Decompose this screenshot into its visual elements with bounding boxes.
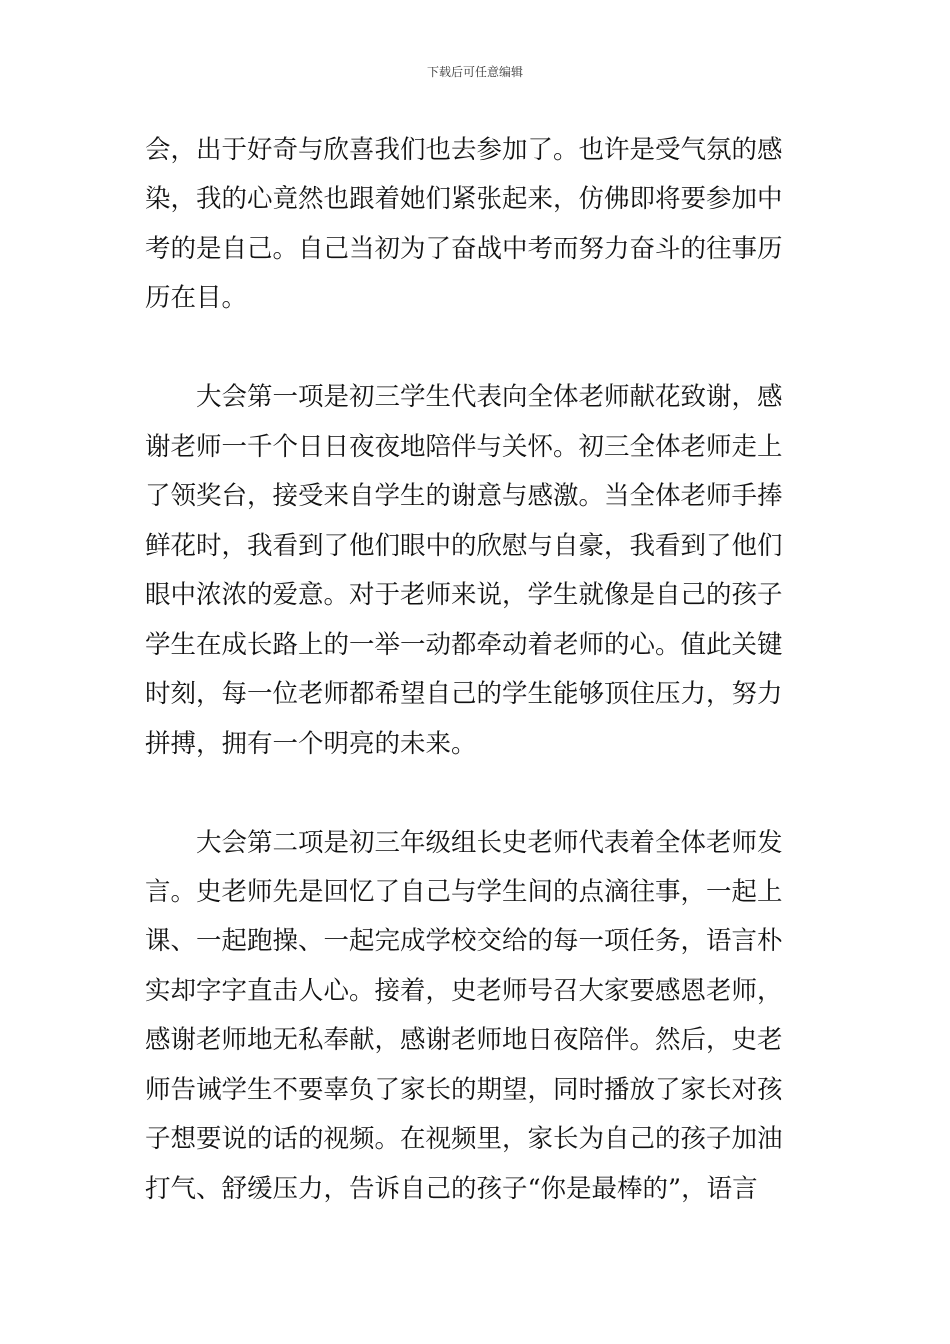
text-line: 实却字字直击人心。接着，史老师号召大家要感恩老师， (145, 976, 783, 1006)
text-line: 谢老师一千个日日夜夜地陪伴与关怀。初三全体老师走上 (145, 432, 783, 462)
text-line: 大会第二项是初三年级组长史老师代表着全体老师发 (145, 828, 783, 858)
text-line: 课、一起跑操、一起完成学校交给的每一项任务，语言朴 (145, 926, 783, 956)
text-line: 学生在成长路上的一举一动都牵动着老师的心。值此关键 (145, 630, 783, 660)
text-line: 时刻，每一位老师都希望自己的学生能够顶住压力，努力 (145, 679, 783, 709)
text-line: 大会第一项是初三学生代表向全体老师献花致谢，感 (145, 382, 783, 412)
text-line: 打气、舒缓压力，告诉自己的孩子“你是最棒的”，语言 (145, 1174, 758, 1204)
text-line: 考的是自己。自己当初为了奋战中考而努力奋斗的往事历 (145, 234, 783, 264)
text-line: 鲜花时，我看到了他们眼中的欣慰与自豪，我看到了他们 (145, 531, 783, 561)
text-line: 会，出于好奇与欣喜我们也去参加了。也许是受气氛的感 (145, 135, 783, 165)
text-line: 师告诫学生不要辜负了家长的期望，同时播放了家长对孩 (145, 1075, 783, 1105)
text-line: 历在目。 (145, 283, 248, 313)
text-line: 眼中浓浓的爱意。对于老师来说，学生就像是自己的孩子 (145, 580, 783, 610)
text-line: 拼搏，拥有一个明亮的未来。 (145, 729, 477, 759)
text-line: 言。史老师先是回忆了自己与学生间的点滴往事，一起上 (145, 877, 783, 907)
text-line: 子想要说的话的视频。在视频里，家长为自己的孩子加油 (145, 1124, 783, 1154)
text-line: 感谢老师地无私奉献，感谢老师地日夜陪伴。然后，史老 (145, 1025, 783, 1055)
text-line: 了领奖台，接受来自学生的谢意与感激。当全体老师手捧 (145, 481, 783, 511)
page-header: 下载后可任意编辑 (426, 65, 523, 79)
text-line: 染，我的心竟然也跟着她们紧张起来，仿佛即将要参加中 (145, 184, 783, 214)
